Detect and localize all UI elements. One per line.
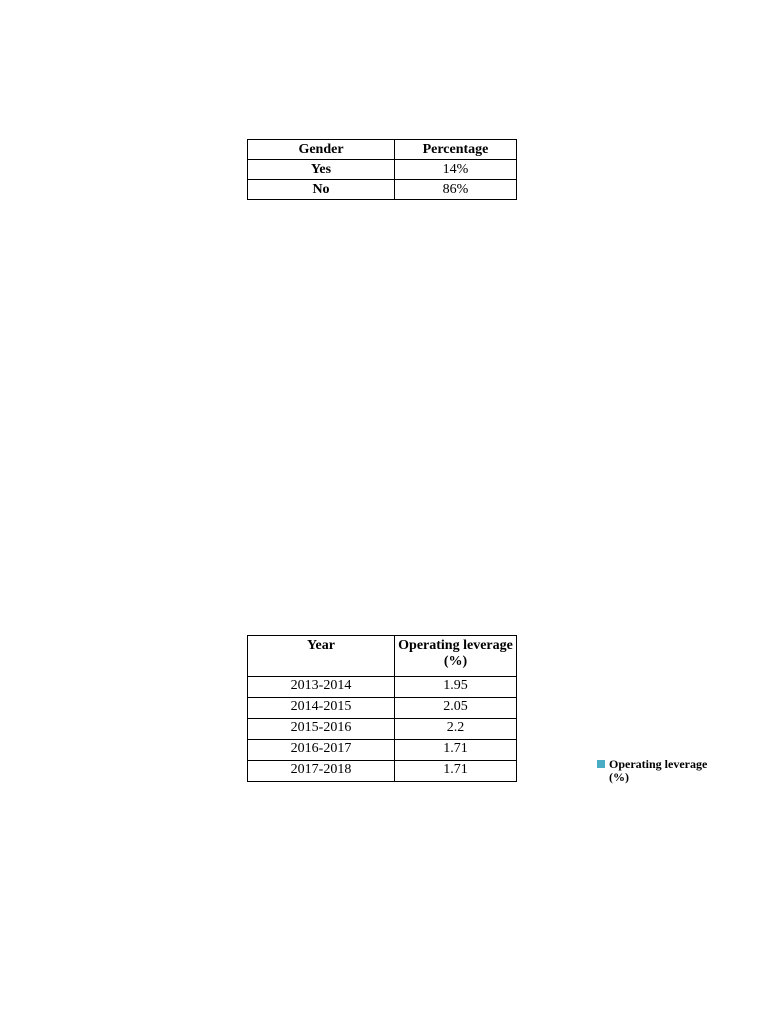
- header-percentage: Percentage: [395, 140, 517, 160]
- year-cell: 2015-2016: [248, 719, 395, 740]
- year-cell: 2016-2017: [248, 740, 395, 761]
- header-year: Year: [248, 636, 395, 677]
- legend-swatch: [597, 760, 605, 768]
- gender-cell: Yes: [248, 160, 395, 180]
- header-operating-leverage: Operating leverage (%): [395, 636, 517, 677]
- table-row: [248, 761, 517, 782]
- legend-label: Operating leverage (%): [609, 757, 708, 784]
- table-row: [248, 740, 517, 761]
- table-row: [248, 677, 517, 698]
- leverage-cell: 1.95: [395, 677, 517, 698]
- table-row: [248, 719, 517, 740]
- table-header-row: [248, 636, 517, 677]
- percentage-cell: 86%: [395, 180, 517, 200]
- gender-table: [247, 139, 517, 200]
- table-row: [248, 698, 517, 719]
- gender-cell: No: [248, 180, 395, 200]
- leverage-cell: 1.71: [395, 740, 517, 761]
- table-row: [248, 160, 517, 180]
- table-row: [248, 180, 517, 200]
- header-gender: Gender: [248, 140, 395, 160]
- year-cell: 2014-2015: [248, 698, 395, 719]
- operating-leverage-table: [247, 635, 517, 782]
- percentage-cell: 14%: [395, 160, 517, 180]
- leverage-cell: 1.71: [395, 761, 517, 782]
- year-cell: 2013-2014: [248, 677, 395, 698]
- year-cell: 2017-2018: [248, 761, 395, 782]
- leverage-cell: 2.05: [395, 698, 517, 719]
- leverage-cell: 2.2: [395, 719, 517, 740]
- table-header-row: [248, 140, 517, 160]
